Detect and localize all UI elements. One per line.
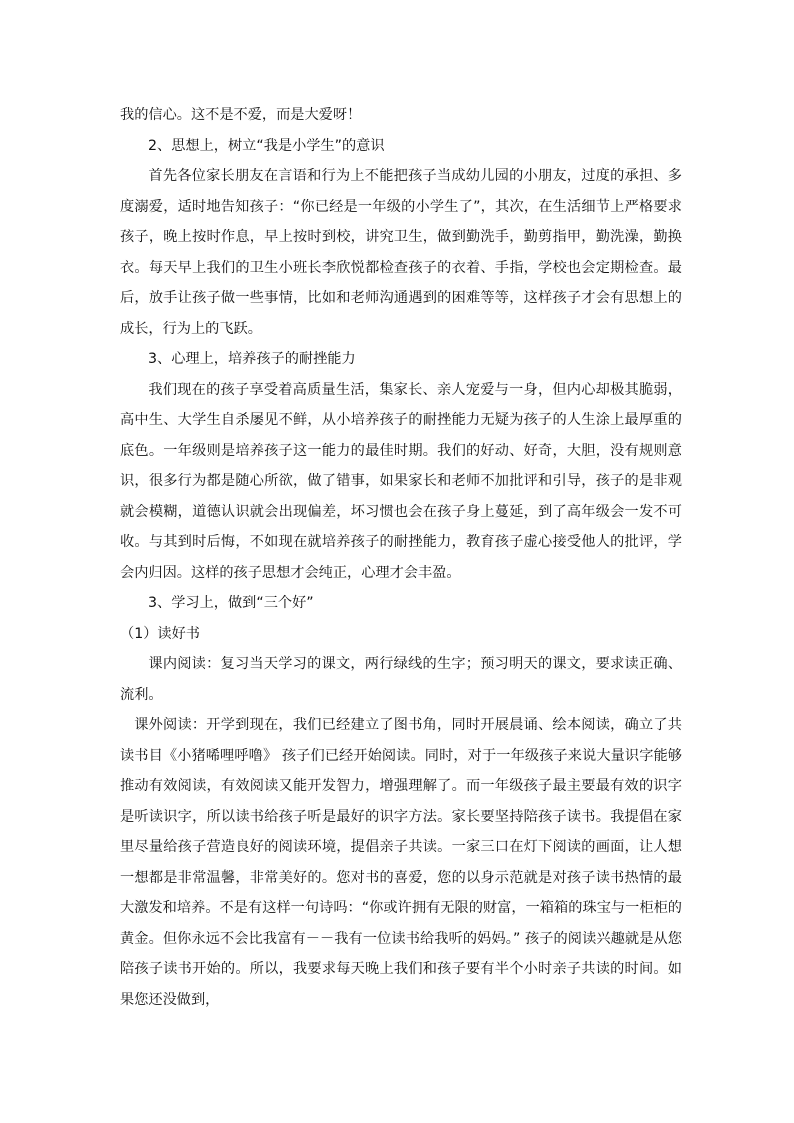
paragraph-intro: 我的信心。这不是不爱，而是大爱呀！ [120,107,362,123]
document-page [120,100,682,1015]
paragraph-outclass-reading: 课外阅读：开学到现在，我们已经建立了图书角，同时开展晨诵、绘本阅读，确立了共读书目《小猪唏哩呼噜》 孩子们已经开始阅读。同时，对于一年级孩子来说大量识字能够推动有效阅读，有效阅读又能开发智力，增强理解了。而一年级孩子最主要最有效的识字是听读识字，所以读书给孩子听是最好的识字方法。家长要坚持陪孩子读书。我提倡在家里尽量给孩子营造良好的阅读环境，提倡亲子共读。一家三口在灯下阅读的画面，让人想一想都是非常温馨，非常美好的。您对书的喜爱，您的以身示范就是对孩子读书热情的最大激发和培养。不是有这样一句诗吗：“你或许拥有无限的财富，一箱箱的珠宝与一柜柜的黄金。但你永远不会比我富有－－我有一位读书给我听的妈妈。” 孩子的阅读兴趣就是从您陪孩子读书开始的。所以，我要求每天晚上我们和孩子要有半个小时亲子共读的时间。如果您还没做到， [120,717,682,1008]
paragraph-thought: 首先各位家长朋友在言语和行为上不能把孩子当成幼儿园的小朋友，过度的承担、多度溺爱，适时地告知孩子：“你已经是一年级的小学生了”，其次，在生活细节上严格要求孩子，晚上按时作息，早上按时到校，讲究卫生，做到勤洗手，勤剪指甲，勤洗澡，勤换衣。每天早上我们的卫生小班长李欣悦都检查孩子的衣着、手指，学校也会定期检查。最后，放手让孩子做一些事情，比如和老师沟通遇到的困难等等，这样孩子才会有思想上的成长，行为上的飞跃。 [120,168,682,337]
heading-study: 3、学习上，做到“三个好” [148,595,314,611]
heading-mind: 3、心理上，培养孩子的耐挫能力 [148,351,356,367]
paragraph-inclass-reading: 课内阅读：复习当天学习的课文，两行绿线的生字；预习明天的课文，要求读正确、流利。 [120,656,682,703]
heading-read: （1）读好书 [120,625,200,642]
heading-thought: 2、思想上，树立“我是小学生”的意识 [148,137,385,154]
paragraph-mind: 我们现在的孩子享受着高质量生活，集家长、亲人宠爱与一身，但内心却极其脆弱，高中生、大学生自杀屡见不鲜，从小培养孩子的耐挫能力无疑为孩子的人生涂上最厚重的底色。一年级则是培养孩子这一能力的最佳时期。我们的好动、好奇，大胆，没有规则意识，很多行为都是随心所欲，做了错事，如果家长和老师不加批评和引导，孩子的是非观就会模糊，道德认识就会出现偏差，坏习惯也会在孩子身上蔓延，到了高年级会一发不可收。与其到时后悔，不如现在就培养孩子的耐挫能力，教育孩子虚心接受他人的批评，学会内归因。这样的孩子思想才会纯正，心理才会丰盈。 [120,381,682,581]
